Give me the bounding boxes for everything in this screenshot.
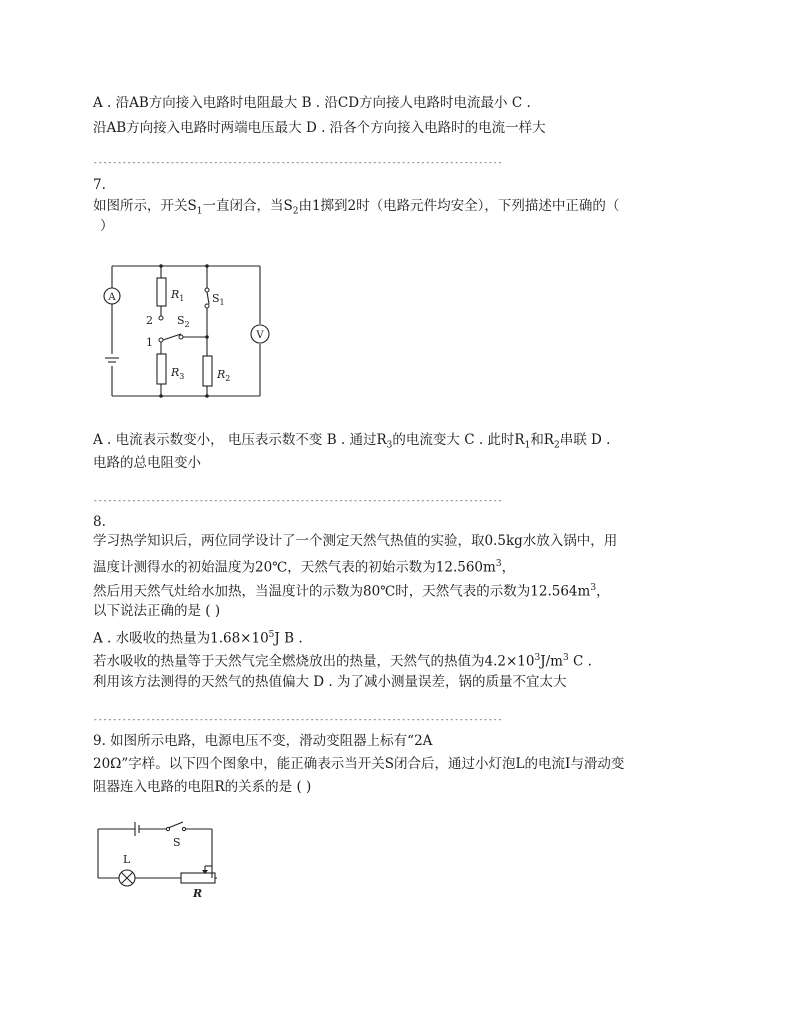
q9-line1: 9. 如图所示电路，电源电压不变，滑动变阻器上标有“2A [93, 733, 433, 749]
r2-label: $R_2$ [217, 368, 231, 383]
q8-option-c-d: 利用该方法测得的天然气的热值偏大 D . 为了减小测量误差，锅的质量不宜太大 [93, 674, 567, 690]
separator-1: ------------------------------------------------------------------------------------- [93, 158, 503, 167]
q7-options-line2: 电路的总电阻变小 [93, 455, 201, 471]
s2-position-1-label: 1 [146, 336, 153, 349]
voltmeter-label: V [256, 330, 264, 341]
q8-line1: 学习热学知识后，两位同学设计了一个测定天然气热值的实验，取0.5kg水放入锅中，用 [93, 533, 618, 549]
s2-label: $S_2$ [177, 314, 190, 329]
s1-label: $S_1$ [212, 292, 225, 307]
q8-line4: 以下说法正确的是 ( ) [93, 603, 221, 619]
s1-contact-top [205, 288, 209, 292]
q9-line2: 20Ω”字样。以下四个图象中，能正确表示当开关S闭合后，通过小灯泡L的电流I与滑动变 [93, 756, 625, 772]
q6-options-line2: 沿AB方向接入电路时两端电压最大 D . 沿各个方向接入电路时的电流一样大 [93, 120, 546, 136]
q9-line3: 阻器连入电路的电阻R的关系的是 ( ) [93, 779, 312, 795]
s2-pivot [179, 335, 183, 339]
lamp-label: L [123, 853, 131, 866]
q8-line3: 然后用天然气灶给水加热，当温度计的示数为80℃时，天然气表的示数为$12.564m^3$， [93, 583, 610, 600]
q8-number: 8. [93, 514, 106, 530]
q7-stem: 如图所示，开关$S_1$一直闭合，当$S_2$由1掷到2时（电路元件均安全），下列描述中正确的（ [93, 198, 620, 217]
separator-3: ------------------------------------------------------------------------------------- [93, 715, 503, 724]
s2-contact-1 [159, 338, 163, 342]
q9-circuit-diagram [95, 818, 225, 902]
q7-circuit-diagram [95, 258, 275, 400]
q6-options-line1: A . 沿AB方向接入电路时电阻最大 B . 沿CD方向接人电路时电流最小 C . [93, 95, 531, 111]
s2-contact-2 [159, 316, 163, 320]
ammeter-label: A [108, 292, 116, 303]
s2-position-2-label: 2 [146, 314, 153, 327]
s1-contact-bottom [205, 304, 209, 308]
q8-option-a: A . 水吸收的热量为$1.68\times 10^5J$ B . [93, 630, 303, 647]
switch-label: S [173, 836, 181, 849]
q7-stem-close: ） [100, 218, 114, 234]
r1-label: $R_1$ [171, 288, 185, 303]
q8-line2: 温度计测得水的初始温度为20℃，天然气表的初始示数为$12.560m^3$， [93, 559, 516, 576]
q7-number: 7. [93, 177, 106, 193]
q7-options-line1: A . 电流表示数变小， 电压表示数不变 B . 通过$R_3$的电流变大 C . 此时$R_1$和$R_2$串联 D . [93, 432, 611, 451]
q8-option-b: 若水吸收的热量等于天然气完全燃烧放出的热量，天然气的热值为$4.2\times 10^3J/m^3$ C . [93, 653, 592, 670]
rheostat-label: R [193, 887, 203, 900]
lamp-icon [119, 870, 135, 886]
r3-label: $R_3$ [171, 366, 185, 381]
separator-2: ------------------------------------------------------------------------------------- [93, 496, 503, 505]
